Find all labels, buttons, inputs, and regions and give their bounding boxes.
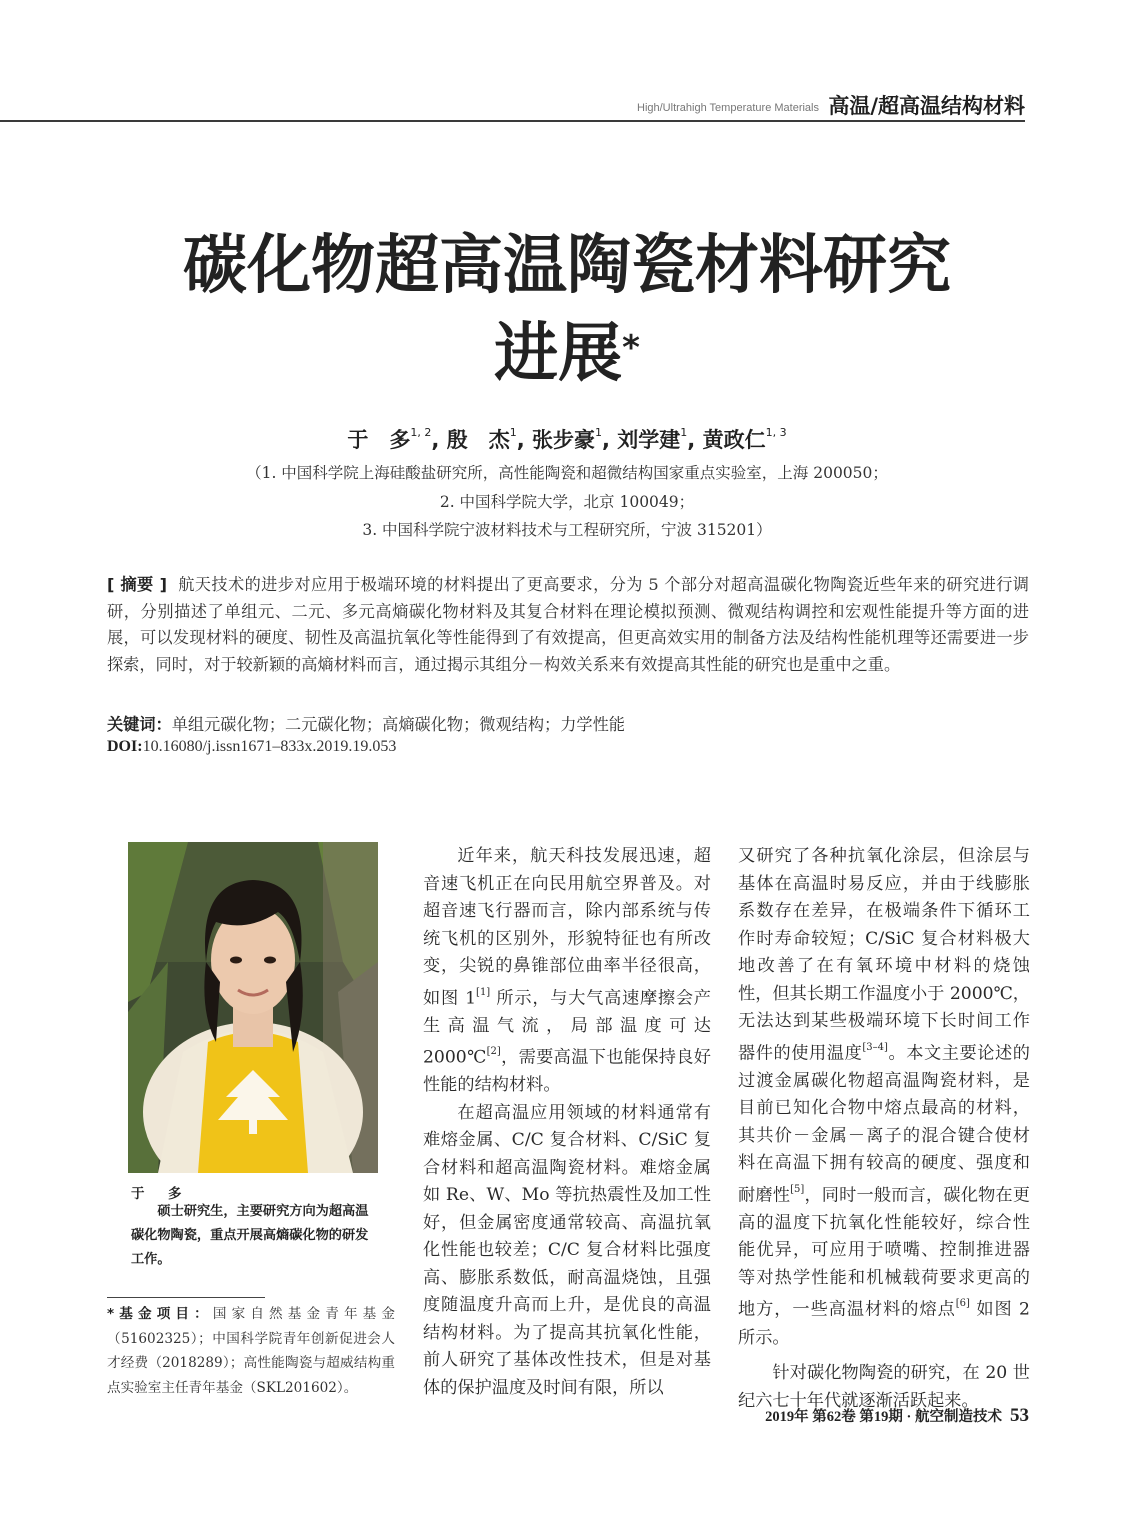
body-text: 近年来，航天科技发展迅速，超音速飞机正在向民用航空界普及。对超音速飞行器而言，除内部系统与传统飞机的区别外，形貌特征也有所改变，尖锐的鼻锥部位曲率半径很高，如图 1 [423, 846, 711, 1009]
title-line-1: 碳化物超高温陶瓷材料研究 [183, 229, 951, 303]
funding-text: 国家自然基金青年基金（51602325）；中国科学院青年创新促进会人才经费（2018289）；高性能陶瓷与超威结构重点实验室主任青年基金（SKL201602）。 [107, 1306, 396, 1396]
citation-ref[interactable]: [2] [486, 1046, 501, 1058]
footnote-rule [107, 1297, 265, 1298]
body-column-1 [423, 843, 711, 1402]
affiliation-line: （1. 中国科学院上海硅酸盐研究所，高性能陶瓷和超微结构国家重点实验室，上海 200050； [246, 464, 888, 482]
author-affiliation: 1, 3 [765, 426, 787, 439]
body-text: 如图 2 所示。 [738, 1300, 1030, 1348]
author-affiliation: 1 [595, 426, 602, 439]
body-paragraph: 在超高温应用领域的材料通常有难熔金属、C/C 复合材料、C/SiC 复合材料和超高温陶瓷材料。难熔金属如 Re、W、Mo 等抗热震性及加工性好，但金属密度通常较高、高温抗氧化性能也较差；C/C 复合材料比强度高、膨胀系数低，耐高温烧蚀，且强度随温度升高而上升，是优良的高温结构材料。为了提高其抗氧化性能，前人研究了基体改性技术，但是对基体的保护温度及时间有限，所以 [423, 1102, 711, 1398]
title-line-2 [0, 310, 1134, 398]
author-affiliation: 1, 2 [410, 426, 432, 439]
author-photo [128, 842, 378, 1173]
body-text: ，需要高温下也能保持良好性能的结构材料。 [423, 1047, 711, 1096]
author-separator: , [687, 428, 696, 452]
keywords-text: 单组元碳化物；二元碳化物；高熵碳化物；微观结构；力学性能 [171, 715, 625, 734]
funding-label: *基金项目： [107, 1306, 213, 1322]
title-footnote-mark: * [622, 328, 640, 368]
page-number: 53 [1010, 1405, 1029, 1426]
doi [107, 738, 1029, 756]
doi-label: DOI: [107, 738, 143, 755]
doi-text: 10.16080/j.issn1671–833x.2019.19.053 [142, 738, 397, 755]
affiliation-line: 2. 中国科学院大学，北京 100049； [439, 493, 695, 511]
citation-ref[interactable]: [6] [955, 1298, 970, 1310]
citation-ref[interactable]: [1] [476, 986, 491, 998]
author: 刘学建 [617, 428, 681, 452]
body-column-2 [738, 843, 1030, 1415]
author-separator: , [602, 428, 610, 452]
funding-note [107, 1302, 395, 1400]
section-label-en: High/Ultrahigh Temperature Materials [637, 102, 819, 114]
bio-name: 于 多 [131, 1186, 187, 1202]
body-paragraph [738, 843, 1030, 1352]
author: 于 多 [347, 428, 411, 452]
affiliation-line: 3. 中国科学院宁波材料技术与工程研究所，宁波 315201） [362, 521, 772, 539]
body-paragraph [423, 843, 711, 1100]
header-rule [0, 120, 1025, 122]
author-affiliation: 1 [680, 426, 688, 439]
citation-ref[interactable]: [5] [790, 1183, 805, 1195]
body-text: ，同时一般而言，碳化物在更高的温度下抗氧化性能较好，综合性能优异，可应用于喷嘴、控制推进器等对热学性能和机械载荷要求更高的地方，一些高温材料的熔点 [738, 1185, 1030, 1321]
author: 黄政仁 [702, 428, 766, 452]
body-text: 。本文主要论述的过渡金属碳化物超高温陶瓷材料，是目前已知化合物中熔点最高的材料，其共价－金属－离子的混合键合使材料在高温下拥有较高的硬度、强度和耐磨性 [738, 1043, 1030, 1206]
keywords-label: 关键词： [107, 715, 172, 734]
keywords [107, 711, 1029, 735]
article-title [0, 222, 1134, 398]
page-footer [765, 1405, 1029, 1427]
citation-ref[interactable]: [3–4] [862, 1041, 888, 1053]
author: 殷 杰 [446, 428, 510, 452]
body-paragraph: 针对碳化物陶瓷的研究，在 20 世纪六七十年代就逐渐活跃起来。 [738, 1363, 1030, 1411]
author-affiliation: 1 [509, 426, 517, 439]
abstract [107, 572, 1029, 678]
bio-text: 硕士研究生，主要研究方向为超高温碳化物陶瓷，重点开展高熵碳化物的研发工作。 [131, 1204, 369, 1267]
running-header [0, 88, 1025, 120]
abstract-text: 航天技术的进步对应用于极端环境的材料提出了更高要求，分为 5 个部分对超高温碳化物陶瓷近些年来的研究进行调研，分别描述了单组元、二元、多元高熵碳化物材料及其复合材料在理论模拟预测、微观结构调控和宏观性能提升等方面的进展，可以发现材料的硬度、韧性及高温抗氧化等性能得到了有效提高，但更高效实用的制备方法及结构性能机理等还需要进一步探索，同时，对于较新颖的高熵材料而言，通过揭示其组分－构效关系来有效提高其性能的研究也是重中之重。 [107, 575, 1029, 674]
author: 张步豪 [532, 428, 595, 452]
abstract-label: [ 摘要 ] [107, 575, 168, 594]
title-line-2-text: 进展 [494, 317, 623, 391]
issue-info: 2019年 第62卷 第19期 · 航空制造技术 [765, 1409, 1002, 1425]
author-list [0, 424, 1134, 454]
body-text: 又研究了各种抗氧化涂层，但涂层与基体在高温时易反应，并由于线膨胀系数存在差异，在极端条件下循环工作时寿命较短；C/SiC 复合材料极大地改善了在有氧环境中材料的烧蚀性，但其长期工作温度小于 2000℃，无法达到某些极端环境下长时间工作器件的使用温度 [738, 846, 1030, 1064]
section-label-cn: 高温/超高温结构材料 [828, 94, 1025, 118]
author-separator: , [431, 428, 440, 452]
body-text: 所示，与大气高速摩擦会产生高温气流，局部温度可达 2000℃ [423, 988, 711, 1068]
author-separator: , [516, 428, 525, 452]
